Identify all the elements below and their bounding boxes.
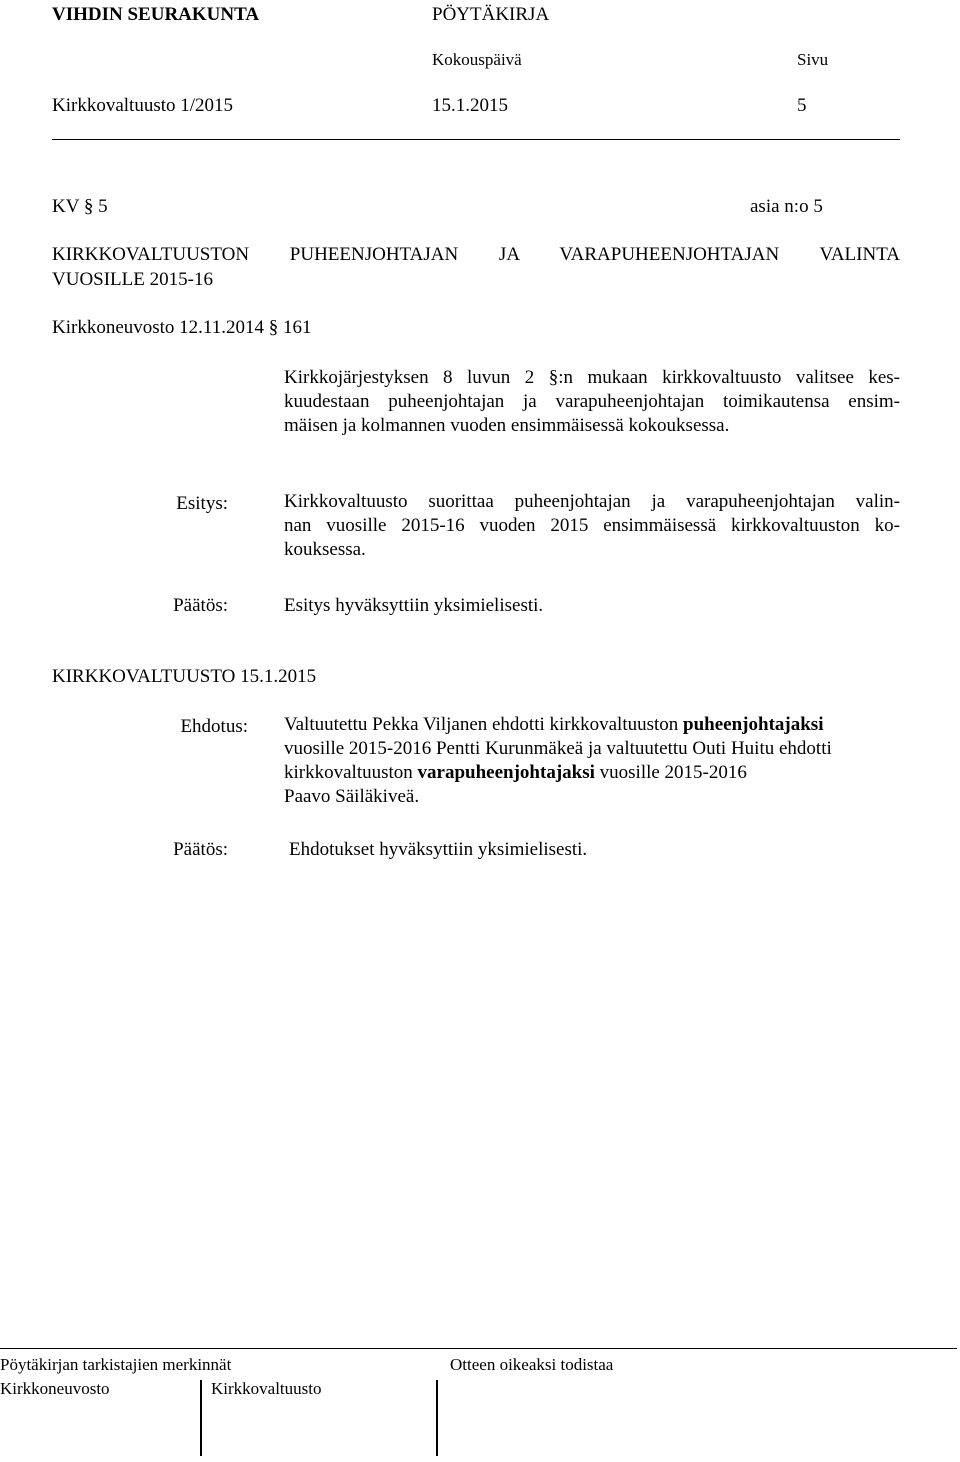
footer-divider	[436, 1380, 438, 1456]
header-rule	[52, 139, 900, 140]
preparation-reference: Kirkkoneuvosto 12.11.2014 § 161	[52, 317, 312, 338]
intro-line: mäisen ja kolmannen vuoden ensimmäisessä kokouksessa.	[284, 415, 730, 436]
footer-column-1: Kirkkoneuvosto	[0, 1379, 110, 1398]
intro-line: kuudestaan puheenjohtajan ja varapuheenjohtajan toimikautensa ensim-	[284, 391, 900, 412]
footer-divider	[200, 1380, 202, 1456]
page-label: Sivu	[797, 50, 829, 69]
motion-line: vuosille 2015-2016 Pentti Kurunmäkeä ja valtuutettu Outi Huitu ehdotti	[284, 738, 832, 759]
meeting-name: Kirkkovaltuusto 1/2015	[52, 95, 234, 116]
proposal-text	[284, 490, 900, 562]
page-number: 5	[797, 95, 807, 116]
intro-line: Kirkkojärjestyksen 8 luvun 2 §:n mukaan kirkkovaltuusto valitsee kes-	[284, 367, 900, 388]
motion-emphasis: puheenjohtajaksi	[683, 714, 824, 735]
decision-2-text: Ehdotukset hyväksyttiin yksimielisesti.	[289, 839, 588, 860]
motion-label: Ehdotus:	[180, 716, 248, 737]
date-label: Kokouspäivä	[432, 50, 522, 69]
motion-emphasis: varapuheenjohtajaksi	[417, 762, 595, 783]
proposal-label: Esitys:	[176, 493, 228, 514]
decision-label: Päätös:	[173, 595, 228, 616]
item-title-line-1: KIRKKOVALTUUSTON PUHEENJOHTAJAN JA VARAPUHEENJOHTAJAN VALINTA	[52, 244, 900, 265]
proposal-line: nan vuosille 2015-16 vuoden 2015 ensimmäisessä kirkkovaltuuston ko-	[284, 515, 900, 536]
footer-column-2: Kirkkovaltuusto	[211, 1379, 322, 1398]
intro-paragraph	[284, 366, 900, 438]
council-heading: KIRKKOVALTUUSTO 15.1.2015	[52, 666, 317, 687]
footer-rule	[0, 1348, 957, 1349]
motion-line: Paavo Säiläkiveä.	[284, 786, 420, 807]
document-type: PÖYTÄKIRJA	[432, 4, 550, 25]
meeting-date: 15.1.2015	[432, 95, 508, 116]
case-number: asia n:o 5	[750, 196, 823, 217]
section-number: KV § 5	[52, 196, 108, 217]
checkers-label: Pöytäkirjan tarkistajien merkinnät	[0, 1355, 232, 1374]
decision-text: Esitys hyväksyttiin yksimielisesti.	[284, 595, 544, 616]
item-title-line-2: VUOSILLE 2015-16	[52, 269, 213, 290]
motion-line: kirkkovaltuuston varapuheenjohtajaksi vuosille 2015-2016	[284, 762, 747, 783]
motion-text	[284, 713, 904, 809]
decision-2-label: Päätös:	[173, 839, 228, 860]
organization-name: VIHDIN SEURAKUNTA	[52, 4, 260, 25]
certified-label: Otteen oikeaksi todistaa	[450, 1355, 614, 1374]
proposal-line: Kirkkovaltuusto suorittaa puheenjohtajan ja varapuheenjohtajan valin-	[284, 491, 900, 512]
motion-line: Valtuutettu Pekka Viljanen ehdotti kirkkovaltuuston puheenjohtajaksi	[284, 714, 824, 735]
proposal-line: kouksessa.	[284, 539, 366, 560]
